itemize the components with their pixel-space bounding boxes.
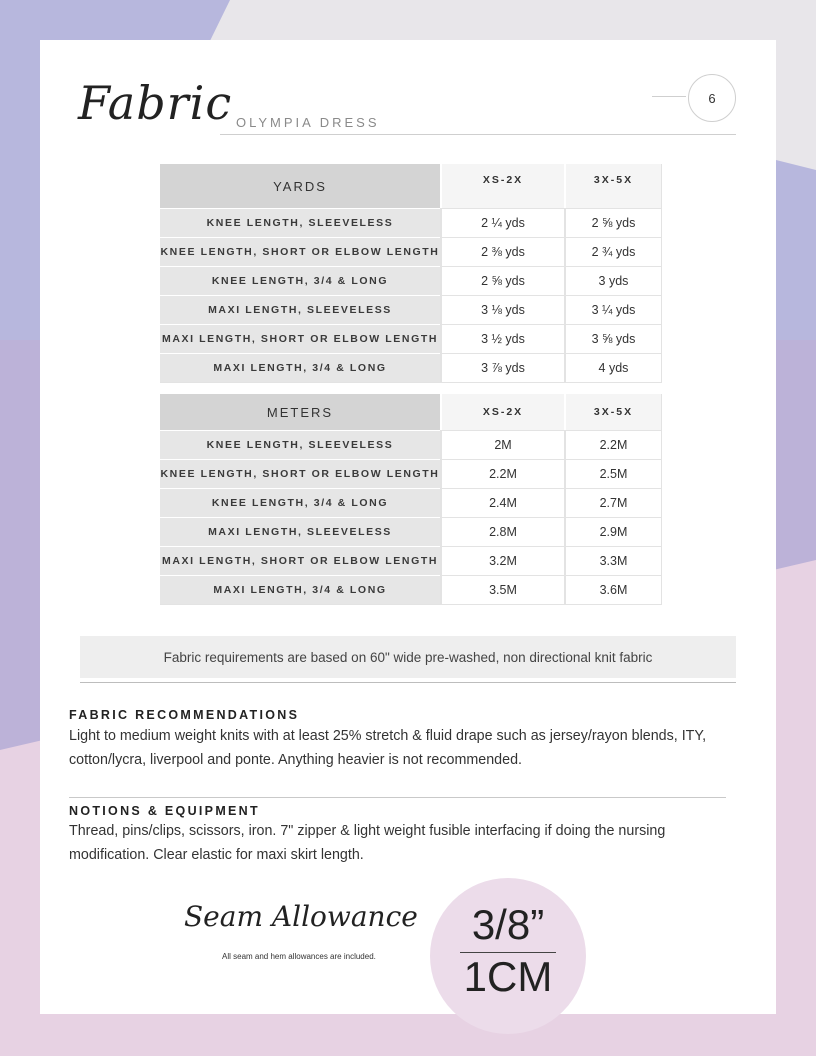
- yardage-value: 3 ⅞ yds: [440, 353, 564, 383]
- meterage-value: 2.4M: [440, 488, 564, 517]
- meterage-value: 3.5M: [440, 575, 564, 605]
- fabric-note: Fabric requirements are based on 60" wide pre-washed, non directional knit fabric: [80, 636, 736, 678]
- yards-heading: YARDS: [160, 164, 440, 208]
- column-header-3x-5x: 3X-5X: [564, 394, 662, 430]
- seam-allowance-metric: 1CM: [463, 953, 553, 1000]
- meterage-value: 2.9M: [564, 517, 662, 546]
- table-row: [160, 430, 662, 459]
- row-label: KNEE LENGTH, 3/4 & LONG: [160, 266, 440, 295]
- fabric-recommendations-body: Light to medium weight knits with at least 25% stretch & fluid drape such as jersey/rayon blends, ITY, cotton/lycra, liverpool and ponte. Anything heavier is not recommended.: [69, 728, 707, 768]
- column-header-xs-2x: XS-2X: [440, 164, 564, 208]
- notions-title: NOTIONS & EQUIPMENT: [69, 804, 260, 818]
- yards-table: [160, 164, 662, 383]
- yardage-value: 3 ½ yds: [440, 324, 564, 353]
- seam-allowance-imperial: 3/8”: [471, 901, 545, 948]
- column-header-xs-2x: XS-2X: [440, 394, 564, 430]
- row-label: KNEE LENGTH, SLEEVELESS: [160, 430, 440, 459]
- seam-allowance-note: All seam and hem allowances are included.: [222, 952, 376, 961]
- yardage-value: 2 ⅝ yds: [440, 266, 564, 295]
- meterage-value: 2.7M: [564, 488, 662, 517]
- yardage-value: 3 yds: [564, 266, 662, 295]
- pattern-name: OLYMPIA DRESS: [236, 115, 380, 130]
- yardage-value: 3 ⅛ yds: [440, 295, 564, 324]
- page-title: Fabric: [78, 76, 233, 130]
- page-number-badge: 6: [688, 74, 736, 122]
- meterage-value: 2.2M: [440, 459, 564, 488]
- page-number-line: [652, 96, 686, 97]
- meterage-value: 3.2M: [440, 546, 564, 575]
- meterage-value: 2.8M: [440, 517, 564, 546]
- meterage-value: 2.2M: [564, 430, 662, 459]
- table-row: [160, 546, 662, 575]
- meters-table: [160, 394, 662, 605]
- row-label: KNEE LENGTH, SHORT OR ELBOW LENGTH: [160, 459, 440, 488]
- meterage-value: 2M: [440, 430, 564, 459]
- yardage-value: 3 ¼ yds: [564, 295, 662, 324]
- table-row: [160, 575, 662, 605]
- meterage-value: 3.3M: [564, 546, 662, 575]
- table-row: [160, 517, 662, 546]
- row-label: MAXI LENGTH, 3/4 & LONG: [160, 575, 440, 605]
- table-row: [160, 353, 662, 383]
- row-label: KNEE LENGTH, 3/4 & LONG: [160, 488, 440, 517]
- meterage-value: 2.5M: [564, 459, 662, 488]
- row-label: KNEE LENGTH, SHORT OR ELBOW LENGTH: [160, 237, 440, 266]
- row-label: MAXI LENGTH, SHORT OR ELBOW LENGTH: [160, 546, 440, 575]
- table-row: [160, 266, 662, 295]
- section-divider: [69, 797, 726, 798]
- table-row: [160, 459, 662, 488]
- table-row: [160, 237, 662, 266]
- seam-allowance-title: Seam Allowance: [184, 900, 418, 933]
- row-label: MAXI LENGTH, SLEEVELESS: [160, 517, 440, 546]
- row-label: MAXI LENGTH, SLEEVELESS: [160, 295, 440, 324]
- yardage-value: 2 ⅜ yds: [440, 237, 564, 266]
- meters-heading: METERS: [160, 394, 440, 430]
- fabric-recommendations-title: FABRIC RECOMMENDATIONS: [69, 708, 300, 722]
- yardage-value: 2 ¼ yds: [440, 208, 564, 237]
- table-row: [160, 488, 662, 517]
- yardage-value: 3 ⅝ yds: [564, 324, 662, 353]
- table-row: [160, 324, 662, 353]
- column-header-3x-5x: 3X-5X: [564, 164, 662, 208]
- row-label: KNEE LENGTH, SLEEVELESS: [160, 208, 440, 237]
- table-row: [160, 295, 662, 324]
- yardage-value: 4 yds: [564, 353, 662, 383]
- notions-body: Thread, pins/clips, scissors, iron. 7" zipper & light weight fusible interfacing if doing the nursing modification. Clear elastic for maxi skirt length.: [69, 823, 666, 863]
- yardage-value: 2 ⅝ yds: [564, 208, 662, 237]
- table-header-row: [160, 164, 662, 208]
- row-label: MAXI LENGTH, SHORT OR ELBOW LENGTH: [160, 324, 440, 353]
- note-divider: [80, 682, 736, 683]
- meterage-value: 3.6M: [564, 575, 662, 605]
- header-divider: [220, 134, 736, 135]
- table-header-row: [160, 394, 662, 430]
- yardage-value: 2 ¾ yds: [564, 237, 662, 266]
- row-label: MAXI LENGTH, 3/4 & LONG: [160, 353, 440, 383]
- table-row: [160, 208, 662, 237]
- page-header: [40, 40, 736, 140]
